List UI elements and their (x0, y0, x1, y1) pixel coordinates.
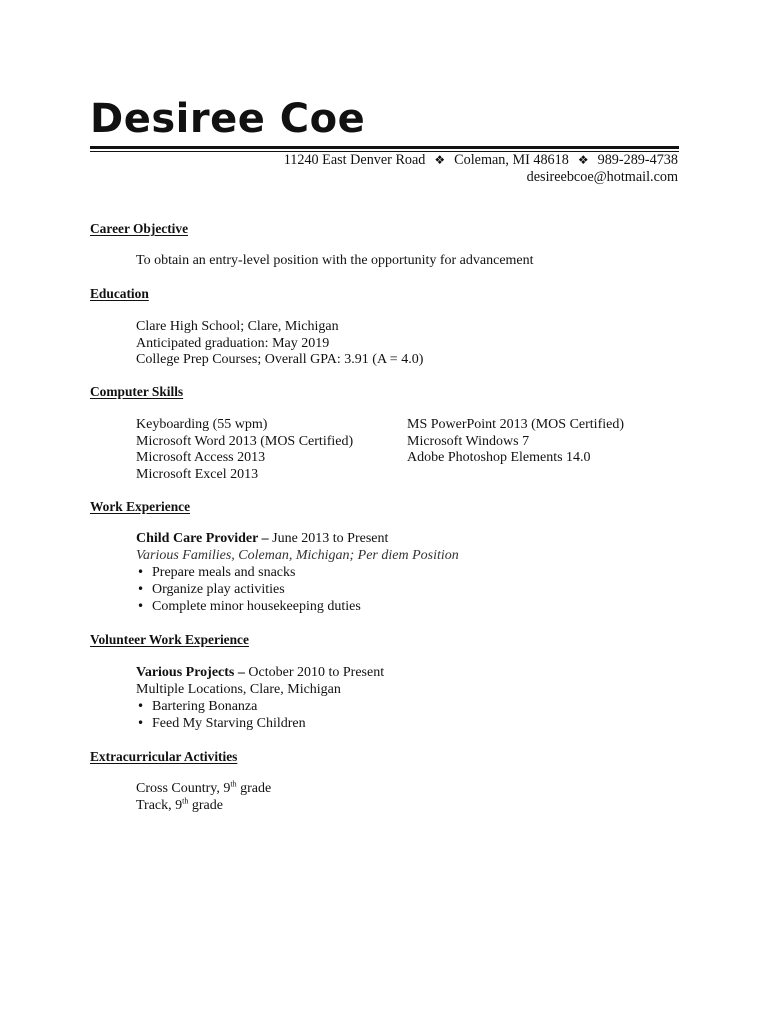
section-title-work-experience: Work Experience (90, 499, 191, 514)
education-block (136, 319, 423, 369)
phone: 989-289-4738 (597, 152, 678, 168)
list-item-text: Complete minor housekeeping duties (152, 599, 361, 614)
section-title-volunteer: Volunteer Work Experience (90, 632, 249, 647)
contact-line (284, 152, 678, 169)
job-dates: June 2013 to Present (268, 531, 389, 546)
work-experience-block (136, 531, 459, 615)
skill-item: Microsoft Excel 2013 (136, 466, 259, 482)
contact-block (284, 152, 678, 186)
skill-item: Adobe Photoshop Elements 14.0 (407, 450, 591, 465)
skill-item: Keyboarding (55 wpm) (136, 417, 268, 432)
education-line: Clare High School; Clare, Michigan (136, 319, 339, 334)
list-item (136, 715, 384, 732)
education-line: Anticipated graduation: May 2019 (136, 335, 330, 351)
candidate-name: Desiree Coe (90, 96, 366, 142)
list-item (136, 564, 459, 581)
activity-text: grade (188, 797, 223, 813)
activity-item (136, 781, 271, 798)
separator-icon: ❖ (434, 153, 446, 167)
job-organization: Various Families, Coleman, Michigan; Per diem Position (136, 547, 459, 563)
section-title-extracurricular: Extracurricular Activities (90, 749, 238, 764)
skills-right-column (407, 417, 624, 467)
activity-text: Cross Country, 9 (136, 781, 231, 796)
job-duties-list (136, 564, 459, 615)
list-item (136, 581, 459, 598)
skill-item: MS PowerPoint 2013 (MOS Certified) (407, 417, 624, 432)
volunteer-dates: October 2010 to Present (244, 665, 385, 680)
address: 11240 East Denver Road (283, 152, 426, 168)
bullet-icon: • (137, 599, 145, 613)
education-line: College Prep Courses; Overall GPA: 3.91 (A = 4.0) (136, 352, 424, 367)
career-objective-text: To obtain an entry-level position with the opportunity for advancement (136, 253, 534, 268)
activity-text: Track, 9 (136, 797, 183, 813)
volunteer-list (136, 698, 384, 732)
job-heading (136, 531, 459, 548)
volunteer-role: Various Projects – (136, 665, 245, 680)
skills-left-column (136, 417, 353, 483)
list-item-text: Feed My Starving Children (152, 716, 306, 731)
bullet-icon: • (137, 582, 145, 596)
list-item-text: Prepare meals and snacks (152, 565, 296, 580)
job-role: Child Care Provider – (136, 531, 269, 546)
volunteer-location: Multiple Locations, Clare, Michigan (136, 681, 341, 697)
separator-icon: ❖ (577, 153, 589, 167)
skill-item: Microsoft Word 2013 (MOS Certified) (136, 433, 354, 449)
list-item (136, 598, 459, 615)
list-item-text: Bartering Bonanza (152, 699, 258, 714)
ordinal-suffix: th (230, 779, 237, 789)
list-item-text: Organize play activities (152, 582, 285, 597)
skill-item: Microsoft Windows 7 (407, 433, 530, 449)
list-item (136, 698, 384, 715)
volunteer-block (136, 665, 384, 732)
section-title-education: Education (90, 286, 149, 301)
ordinal-suffix: th (182, 795, 189, 805)
email: desireebcoe@hotmail.com (526, 169, 678, 185)
extracurricular-block (136, 781, 271, 814)
section-title-computer-skills: Computer Skills (90, 384, 184, 399)
bullet-icon: • (137, 565, 145, 579)
header-rule-thick (90, 146, 679, 149)
skill-item: Microsoft Access 2013 (136, 450, 266, 465)
activity-text: grade (236, 781, 272, 796)
bullet-icon: • (137, 716, 145, 730)
city: Coleman, MI 48618 (454, 152, 569, 168)
section-title-career-objective: Career Objective (90, 221, 189, 236)
bullet-icon: • (137, 699, 145, 713)
activity-item (136, 795, 271, 815)
volunteer-heading (136, 665, 384, 682)
